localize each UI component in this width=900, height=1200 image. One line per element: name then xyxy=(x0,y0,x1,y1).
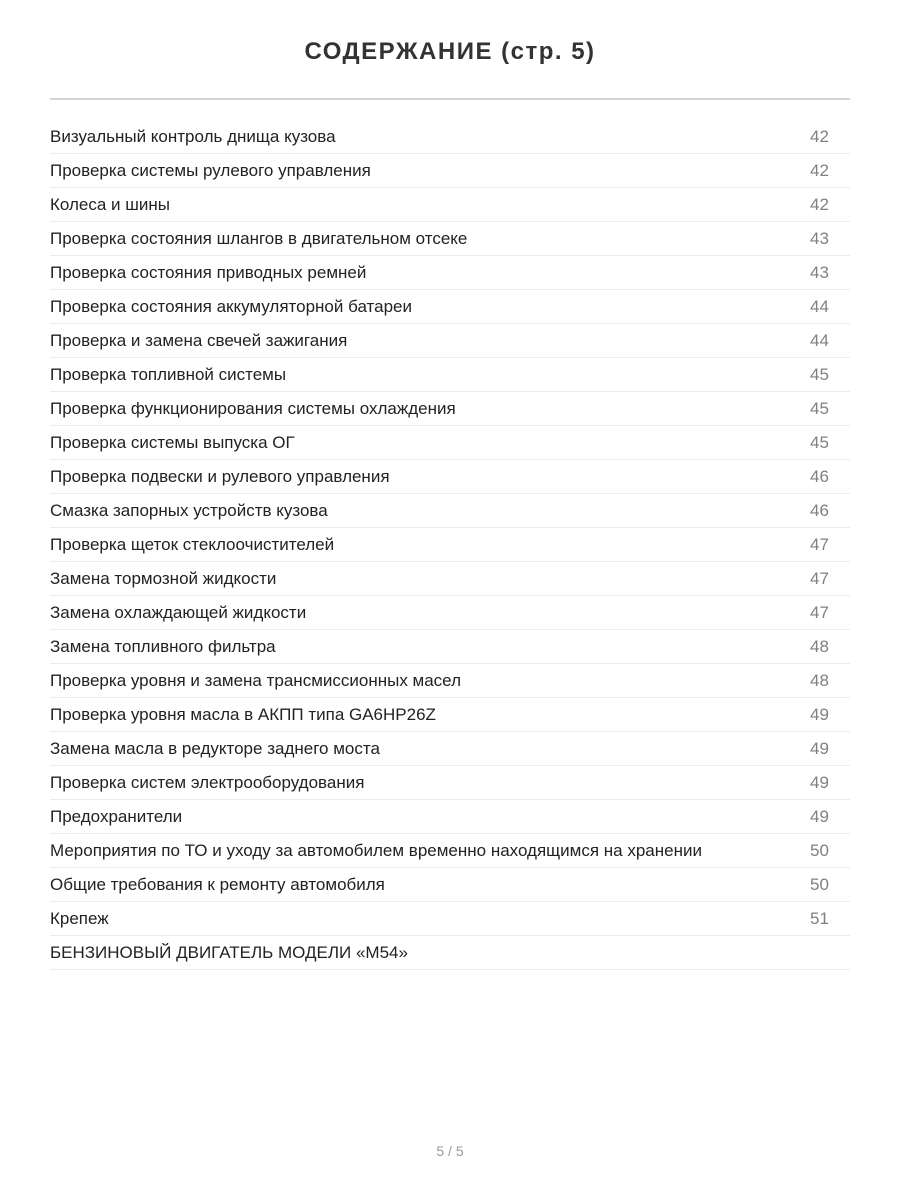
toc-entry[interactable] xyxy=(50,800,850,834)
toc-entry-page: 50 xyxy=(810,874,829,894)
toc-entry[interactable] xyxy=(50,868,850,902)
toc-entry-page: 42 xyxy=(810,126,829,146)
toc-entry-page: 48 xyxy=(810,636,829,656)
page-indicator: 5 / 5 xyxy=(436,1143,464,1159)
toc-entry-title: БЕНЗИНОВЫЙ ДВИГАТЕЛЬ МОДЕЛИ «M54» xyxy=(50,942,408,962)
title-divider xyxy=(50,98,850,100)
toc-entry-page: 45 xyxy=(810,364,829,384)
toc-entry-page: 49 xyxy=(810,806,829,826)
toc-entry-title: Предохранители xyxy=(50,806,183,826)
toc-entry[interactable] xyxy=(50,698,850,732)
toc-entry-title: Смазка запорных устройств кузова xyxy=(50,500,328,520)
toc-entry-title: Проверка и замена свечей зажигания xyxy=(50,330,348,350)
toc-entry-page: 49 xyxy=(810,772,829,792)
toc-entry-title: Проверка уровня и замена трансмиссионных масел xyxy=(50,670,461,690)
toc-entry-title: Проверка системы выпуска ОГ xyxy=(50,432,295,452)
toc-entry-title: Проверка состояния приводных ремней xyxy=(50,262,367,282)
toc-entry-title: Проверка подвески и рулевого управления xyxy=(50,466,390,486)
toc-entry[interactable] xyxy=(50,732,850,766)
toc-entry-page: 51 xyxy=(810,908,829,928)
toc-entry[interactable] xyxy=(50,630,850,664)
toc-entry[interactable] xyxy=(50,834,850,868)
toc-entry-title: Проверка топливной системы xyxy=(50,364,287,384)
toc-entry[interactable] xyxy=(50,120,850,154)
toc-list xyxy=(50,120,850,970)
toc-entry-page: 47 xyxy=(810,602,829,622)
toc-entry[interactable] xyxy=(50,256,850,290)
toc-entry-page: 44 xyxy=(810,296,829,316)
toc-entry-title: Общие требования к ремонту автомобиля xyxy=(50,874,385,894)
toc-entry[interactable] xyxy=(50,392,850,426)
toc-entry-page: 44 xyxy=(810,330,829,350)
toc-entry-page: 49 xyxy=(810,704,829,724)
toc-entry-title: Колеса и шины xyxy=(50,194,170,214)
toc-entry-title: Проверка состояния шлангов в двигательном отсеке xyxy=(50,228,468,248)
toc-entry-page: 43 xyxy=(810,228,829,248)
toc-entry-title: Замена топливного фильтра xyxy=(50,636,276,656)
toc-entry[interactable] xyxy=(50,222,850,256)
toc-entry-page: 42 xyxy=(810,160,829,180)
toc-entry-title: Проверка функционирования системы охлаждения xyxy=(50,398,456,418)
toc-entry-title: Мероприятия по ТО и уходу за автомобилем временно находящимся на хранении xyxy=(50,840,702,860)
toc-entry[interactable] xyxy=(50,358,850,392)
toc-entry-title: Визуальный контроль днища кузова xyxy=(50,126,336,146)
toc-entry[interactable] xyxy=(50,188,850,222)
toc-entry-title: Проверка уровня масла в АКПП типа GA6HP26Z xyxy=(50,704,436,724)
toc-entry[interactable] xyxy=(50,664,850,698)
toc-entry-page: 42 xyxy=(810,194,829,214)
toc-entry-page: 45 xyxy=(810,432,829,452)
toc-entry[interactable] xyxy=(50,460,850,494)
toc-entry[interactable] xyxy=(50,902,850,936)
toc-entry-title: Замена охлаждающей жидкости xyxy=(50,602,307,622)
toc-entry[interactable] xyxy=(50,324,850,358)
toc-entry-title: Замена масла в редукторе заднего моста xyxy=(50,738,380,758)
toc-entry[interactable] xyxy=(50,562,850,596)
toc-entry[interactable] xyxy=(50,290,850,324)
toc-entry[interactable] xyxy=(50,528,850,562)
toc-entry-title: Проверка состояния аккумуляторной батареи xyxy=(50,296,412,316)
toc-entry-page: 46 xyxy=(810,466,829,486)
toc-entry-title: Проверка системы рулевого управления xyxy=(50,160,371,180)
toc-entry[interactable] xyxy=(50,154,850,188)
toc-entry-page: 47 xyxy=(810,568,829,588)
toc-entry-page: 48 xyxy=(810,670,829,690)
page-title: СОДЕРЖАНИЕ (стр. 5) xyxy=(304,38,596,65)
toc-entry-page: 49 xyxy=(810,738,829,758)
toc-entry[interactable] xyxy=(50,766,850,800)
toc-entry[interactable] xyxy=(50,494,850,528)
toc-entry-title: Проверка щеток стеклоочистителей xyxy=(50,534,335,554)
toc-entry-page: 47 xyxy=(810,534,829,554)
toc-entry-title: Замена тормозной жидкости xyxy=(50,568,277,588)
toc-entry-page: 46 xyxy=(810,500,829,520)
toc-entry-title: Крепеж xyxy=(50,908,109,928)
toc-entry-page: 43 xyxy=(810,262,829,282)
toc-entry-title: Проверка систем электрооборудования xyxy=(50,772,365,792)
toc-entry-section-heading[interactable] xyxy=(50,936,850,970)
toc-entry[interactable] xyxy=(50,426,850,460)
toc-entry-page: 50 xyxy=(810,840,829,860)
toc-entry-page: 45 xyxy=(810,398,829,418)
toc-entry[interactable] xyxy=(50,596,850,630)
